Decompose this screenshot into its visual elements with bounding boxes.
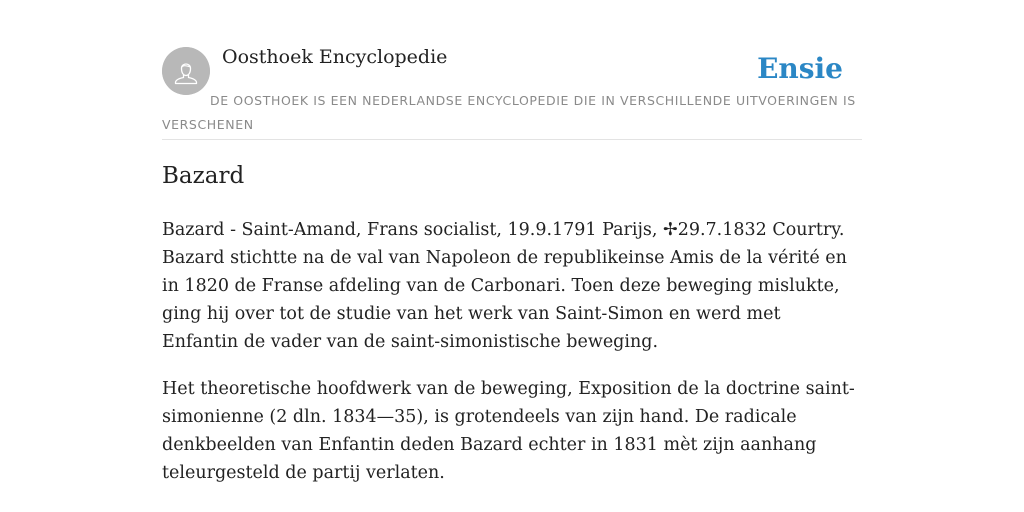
site-name[interactable]: Oosthoek Encyclopedie [222, 46, 448, 68]
author-avatar[interactable] [162, 47, 210, 95]
article-paragraph: Bazard - Saint-Amand, Frans socialist, 19.9.1791 Parijs, ✢29.7.1832 Courtry. Bazard stichtte na de val van Napoleon de republikeinse Amis de la vérité en in 1820 de Franse afdeling van de Carbonari. Toen deze beweging mislukte, ging hij over tot de studie van het werk van Saint-Simon en werd met Enfantin de vader van de saint-simonistische beweging. [162, 220, 847, 352]
user-icon [162, 47, 210, 95]
header-divider [162, 139, 862, 140]
site-tagline: DE OOSTHOEK IS EEN NEDERLANDSE ENCYCLOPEDIE DIE IN VERSCHILLENDE UITVOERINGEN IS VERSCHENEN [162, 93, 856, 132]
article-body [162, 216, 862, 506]
brand-logo[interactable]: Ensie [757, 52, 843, 85]
article-title: Bazard [162, 163, 245, 189]
article-paragraph: Het theoretische hoofdwerk van de beweging, Exposition de la doctrine saint-simonienne (2 dln. 1834—35), is grotendeels van zijn hand. De radicale denkbeelden van Enfantin deden Bazard echter in 1831 mèt zijn aanhang teleurgesteld de partij verlaten. [162, 379, 855, 483]
